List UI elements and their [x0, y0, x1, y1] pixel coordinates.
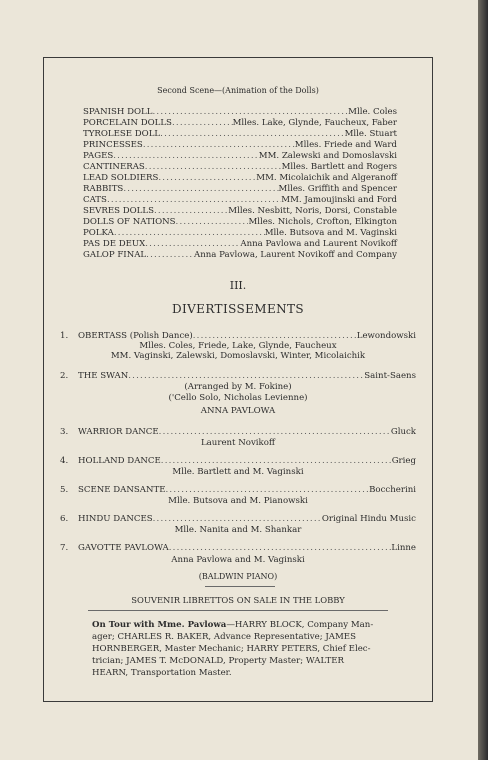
role-row: LEAD SOLDIERS ..... MM. Micolaichik and Algeranoff	[83, 174, 397, 183]
piano-note: (BALDWIN PIANO)	[198, 572, 278, 581]
tour-line: trician; JAMES T. McDONALD, Property Master; WALTER	[92, 656, 344, 666]
role-row: PORCELAIN DOLLS ..... Mlles. Lake, Glynde, Faucheux, Faber	[83, 119, 397, 128]
tour-line: HORNBERGER, Master Mechanic; HARRY PETERS, Chief Elec-	[92, 644, 371, 654]
item-performers: Mlle. Bartlett and M. Vaginski	[172, 467, 304, 477]
item-title-row	[60, 486, 416, 495]
role-row: CANTINERAS ..... Mlles. Bartlett and Rogers	[83, 163, 397, 172]
role-row: CATS ..... MM. Jamoujinski and Ford	[83, 196, 397, 205]
role-row: SEVRES DOLLS ..... Mlles. Nesbitt, Noris, Dorsi, Constable	[83, 207, 397, 216]
part-title: DIVERTISSEMENTS	[171, 302, 305, 316]
item-number: 4.	[60, 456, 69, 466]
item-composer: Saint-Saens	[364, 371, 416, 381]
item-number: 2.	[60, 371, 69, 381]
item-composer: Grieg	[391, 456, 416, 466]
role-row: PRINCESSES ..... Mlles. Friede and Ward	[83, 141, 397, 150]
item-composer: Original Hindu Music	[321, 514, 416, 524]
item-title: HOLLAND DANCE	[78, 456, 161, 466]
item-performers: Anna Pavlowa and M. Vaginski	[171, 555, 305, 565]
item-performers: Mlle. Butsova and M. Pianowski	[168, 496, 308, 506]
souvenir-note: SOUVENIR LIBRETTOS ON SALE IN THE LOBBY	[131, 595, 345, 605]
item-note: ('Cello Solo, Nicholas Levienne)	[168, 393, 308, 403]
item-number: 6.	[60, 514, 69, 524]
item-performers: Mlles. Coles, Friede, Lake, Glynde, Faucheux	[139, 341, 337, 351]
role-row: DOLLS OF NATIONS ..... Mlles. Nichols, Crofton, Elkington	[83, 218, 397, 227]
item-performers: MM. Vaginski, Zalewski, Domoslavski, Winter, Micolaichik	[110, 351, 366, 361]
role-row: SPANISH DOLL ..... Mlle. Coles	[83, 108, 397, 117]
scene-heading: Second Scene—(Animation of the Dolls)	[157, 86, 319, 95]
item-number: 1.	[60, 331, 69, 341]
page-edge	[478, 0, 488, 760]
item-number: 3.	[60, 427, 69, 437]
item-title-row	[60, 544, 416, 553]
tour-line: On Tour with Mme. Pavlowa—HARRY BLOCK, Company Man-	[92, 620, 374, 630]
tour-line: ager; CHARLES R. BAKER, Advance Representative; JAMES	[92, 632, 356, 642]
tour-lead: On Tour with Mme. Pavlowa	[92, 620, 227, 630]
item-title: GAVOTTE PAVLOWA	[78, 543, 169, 553]
part-numeral: III.	[229, 279, 247, 292]
role-row: PAGES ..... MM. Zalewski and Domoslavski	[83, 152, 397, 161]
item-title: OBERTASS (Polish Dance)	[78, 331, 193, 341]
short-divider	[205, 586, 275, 587]
item-title: HINDU DANCES	[78, 514, 153, 524]
item-title-row	[60, 372, 416, 381]
item-note: (Arranged by M. Fokine)	[184, 382, 292, 392]
section-divider	[88, 610, 388, 611]
role-row: GALOP FINAL ..... Anna Pavlowa, Laurent Novikoff and Company	[83, 251, 397, 260]
item-composer: Lewondowski	[356, 331, 416, 341]
role-row: POLKA ..... Mlle. Butsova and M. Vaginski	[83, 229, 397, 238]
item-composer: Linne	[391, 543, 416, 553]
role-row: TYROLESE DOLL ..... Mlle. Stuart	[83, 130, 397, 139]
item-title: THE SWAN	[78, 371, 129, 381]
item-composer: Gluck	[390, 427, 416, 437]
item-title-row	[60, 515, 416, 524]
item-title: WARRIOR DANCE	[78, 427, 159, 437]
role-row: PAS DE DEUX ..... Anna Pavlowa and Laurent Novikoff	[83, 240, 397, 249]
item-number: 7.	[60, 543, 69, 553]
item-number: 5.	[60, 485, 69, 495]
item-performers: Mlle. Nanita and M. Shankar	[174, 525, 302, 535]
role-row: RABBITS ..... Mlles. Griffith and Spencer	[83, 185, 397, 194]
item-composer: Boccherini	[369, 485, 416, 495]
item-title-row	[60, 332, 416, 341]
item-title-row	[60, 457, 416, 466]
item-title-row	[60, 428, 416, 437]
item-title: SCENE DANSANTE	[78, 485, 166, 495]
item-performers: Laurent Novikoff	[200, 438, 276, 448]
item-performers: ANNA PAVLOWA	[200, 406, 276, 416]
tour-line: HEARN, Transportation Master.	[92, 668, 232, 678]
